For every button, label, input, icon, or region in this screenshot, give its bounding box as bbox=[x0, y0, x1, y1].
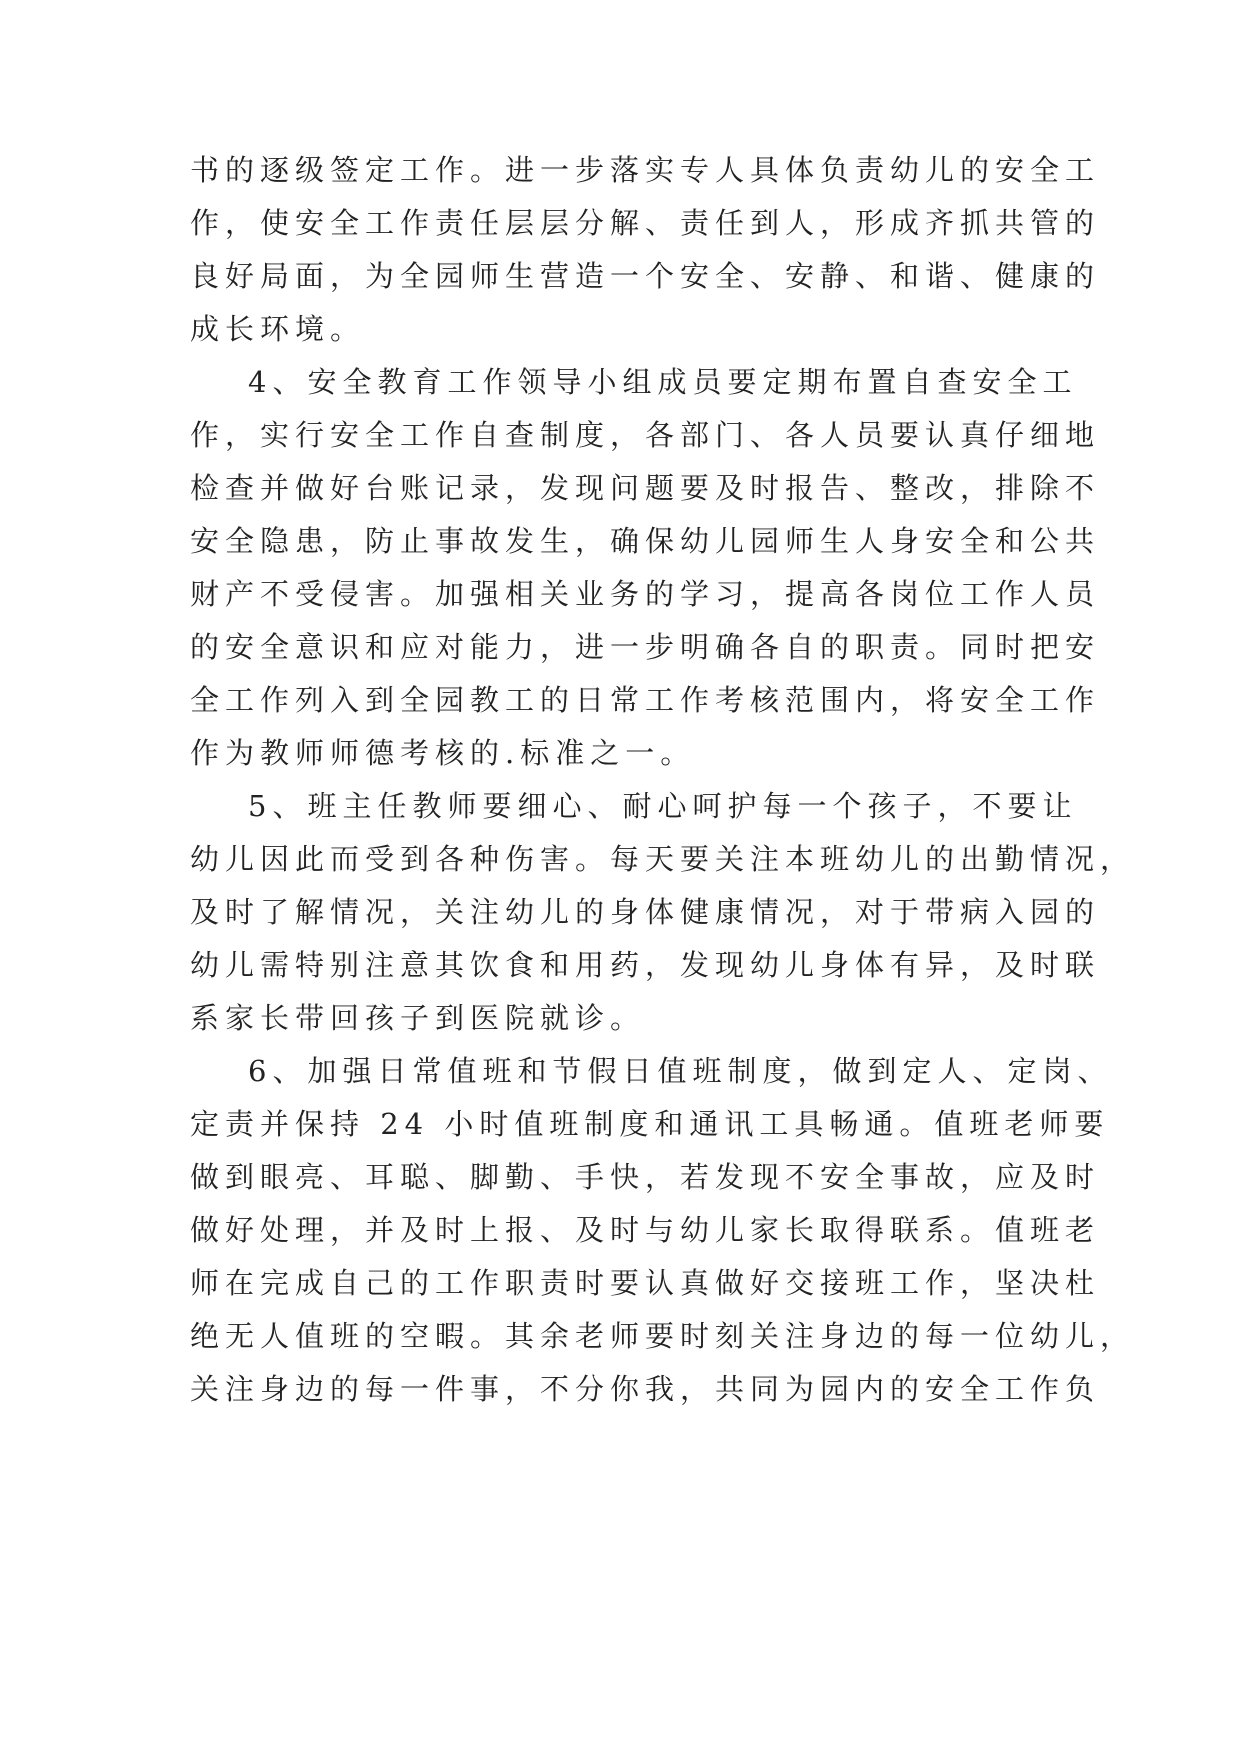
text-line: 安全隐患，防止事故发生，确保幼儿园师生人身安全和公共 bbox=[190, 524, 1101, 558]
paragraph-6-first-line: 6、加强日常值班和节假日值班制度，做到定人、定岗、 bbox=[248, 1054, 1113, 1088]
text-line: 检查并做好台账记录，发现问题要及时报告、整改，排除不 bbox=[190, 471, 1101, 505]
paragraph-4-first-line: 4、安全教育工作领导小组成员要定期布置自查安全工 bbox=[248, 365, 1078, 399]
text-line: 全工作列入到全园教工的日常工作考核范围内，将安全工作 bbox=[190, 683, 1101, 717]
text-line: 做好处理，并及时上报、及时与幼儿家长取得联系。值班老 bbox=[190, 1213, 1101, 1247]
text-line: 关注身边的每一件事，不分你我，共同为园内的安全工作负 bbox=[190, 1372, 1101, 1406]
text-line: 作，使安全工作责任层层分解、责任到人，形成齐抓共管的 bbox=[190, 206, 1101, 240]
text-line: 师在完成自己的工作职责时要认真做好交接班工作，坚决杜 bbox=[190, 1266, 1101, 1300]
text-line: 作，实行安全工作自查制度，各部门、各人员要认真仔细地 bbox=[190, 418, 1101, 452]
text-line: 良好局面，为全园师生营造一个安全、安静、和谐、健康的 bbox=[190, 259, 1101, 293]
text-line: 幼儿因此而受到各种伤害。每天要关注本班幼儿的出勤情况， bbox=[190, 842, 1136, 876]
text-line: 及时了解情况，关注幼儿的身体健康情况，对于带病入园的 bbox=[190, 895, 1101, 929]
text-line: 财产不受侵害。加强相关业务的学习，提高各岗位工作人员 bbox=[190, 577, 1101, 611]
paragraph-5-first-line: 5、班主任教师要细心、耐心呵护每一个孩子，不要让 bbox=[248, 789, 1078, 823]
text-line: 绝无人值班的空暇。其余老师要时刻关注身边的每一位幼儿， bbox=[190, 1319, 1136, 1353]
text-line: 系家长带回孩子到医院就诊。 bbox=[190, 1001, 646, 1035]
text-line: 作为教师师德考核的.标准之一。 bbox=[190, 736, 696, 770]
text-line: 定责并保持 24 小时值班制度和通讯工具畅通。值班老师要 bbox=[190, 1107, 1110, 1141]
text-line: 书的逐级签定工作。进一步落实专人具体负责幼儿的安全工 bbox=[190, 153, 1101, 187]
text-line: 的安全意识和应对能力，进一步明确各自的职责。同时把安 bbox=[190, 630, 1101, 664]
text-line: 幼儿需特别注意其饮食和用药，发现幼儿身体有异，及时联 bbox=[190, 948, 1101, 982]
text-line: 成长环境。 bbox=[190, 312, 366, 346]
text-line: 做到眼亮、耳聪、脚勤、手快，若发现不安全事故，应及时 bbox=[190, 1160, 1101, 1194]
